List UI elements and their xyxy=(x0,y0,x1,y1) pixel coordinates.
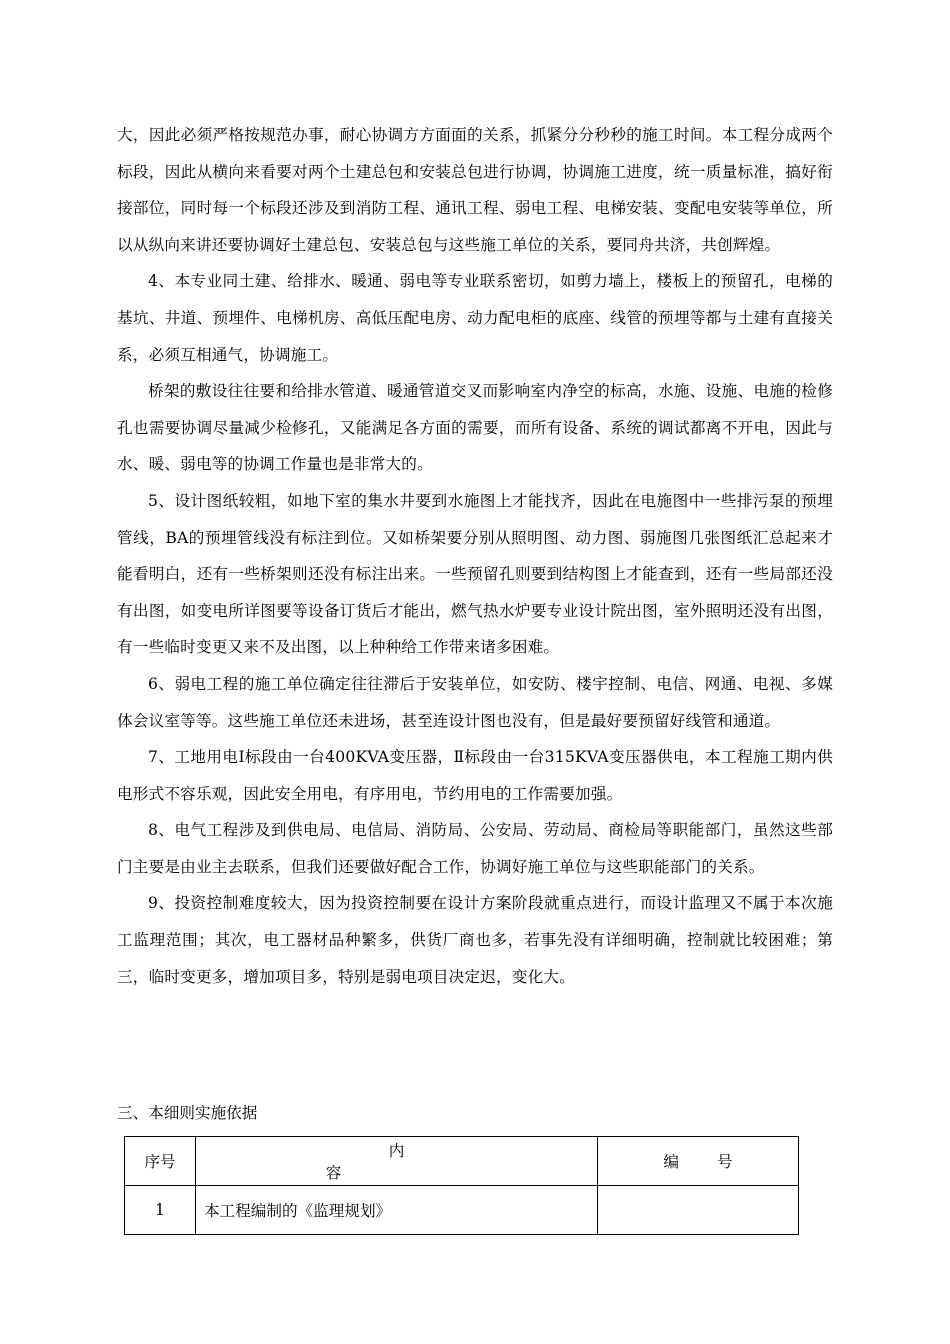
header-no: 序号 xyxy=(125,1137,196,1186)
paragraph-item-7: 7、工地用电Ⅰ标段由一台400KVA变压器，Ⅱ标段由一台315KVA变压器供电，本工程施工期内供电形式不容乐观，因此安全用电，有序用电，节约用电的工作需要加强。 xyxy=(117,748,833,803)
paragraph-item-8: 8、电气工程涉及到供电局、电信局、消防局、公安局、劳动局、商检局等职能部门，虽然这些部门主要是由业主去联系，但我们还要做好配合工作，协调好施工单位与这些职能部门的关系。 xyxy=(117,821,833,876)
paragraph-cable-tray: 桥架的敷设往往要和给排水管道、暖通管道交叉而影响室内净空的标高，水施、设施、电施的检修孔也需要协调尽量减少检修孔，又能满足各方面的需要，而所有设备、系统的调试都离不开电，因此与水、暖、弱电等的协调工作量也是非常大的。 xyxy=(117,382,833,474)
table-row xyxy=(125,1186,799,1235)
row-content: 本工程编制的《监理规划》 xyxy=(196,1186,598,1235)
header-content xyxy=(196,1137,598,1186)
table-header-row xyxy=(125,1137,799,1186)
paragraph-item-4: 4、本专业同土建、给排水、暖通、弱电等专业联系密切，如剪力墙上，楼板上的预留孔，电梯的基坑、井道、预埋件、电梯机房、高低压配电房、动力配电柜的底座、线管的预埋等都与土建有直接关系，必须互相通气，协调施工。 xyxy=(117,272,833,364)
paragraph-item-9: 9、投资控制难度较大，因为投资控制要在设计方案阶段就重点进行，而设计监理又不属于本次施工监理范围；其次，电工器材品种繁多，供货厂商也多，若事先没有详细明确，控制就比较困难；第三，临时变更多，增加项目多，特别是弱电项目决定迟，变化大。 xyxy=(117,894,833,986)
header-content-label: 内容 xyxy=(325,1142,531,1182)
body-text xyxy=(117,117,833,995)
basis-table xyxy=(124,1136,799,1235)
paragraph-item-5: 5、设计图纸较粗，如地下室的集水井要到水施图上才能找齐，因此在电施图中一些排污泵的预埋管线，BA的预埋管线没有标注到位。又如桥架要分别从照明图、动力图、弱施图几张图纸汇总起来才能看明白，还有一些桥架则还没有标注出来。一些预留孔则要到结构图上才能查到，还有一些局部还没有出图，如变电所详图要等设备订货后才能出，燃气热水炉要专业设计院出图，室外照明还没有出图，有一些临时变更又来不及出图，以上种种给工作带来诸多困难。 xyxy=(117,491,833,657)
paragraph-continuation: 大，因此必须严格按规范办事，耐心协调方方面面的关系，抓紧分分秒秒的施工时间。本工程分成两个标段，因此从横向来看要对两个土建总包和安装总包进行协调，协调施工进度，统一质量标准，搞好衔接部位，同时每一个标段还涉及到消防工程、通讯工程、弱电工程、电梯安装、变配电安装等单位，所以从纵向来讲还要协调好土建总包、安装总包与这些施工单位的关系，要同舟共济，共创辉煌。 xyxy=(117,126,833,254)
header-code xyxy=(598,1137,799,1186)
section-title: 三、本细则实施依据 xyxy=(117,1104,258,1122)
row-code xyxy=(598,1186,799,1235)
row-no: 1 xyxy=(125,1186,196,1235)
header-code-label: 编号 xyxy=(663,1153,771,1171)
paragraph-item-6: 6、弱电工程的施工单位确定往往滞后于安装单位，如安防、楼宇控制、电信、网通、电视、多媒体会议室等等。这些施工单位还未进场，甚至连设计图也没有，但是最好要预留好线管和通道。 xyxy=(117,674,833,730)
